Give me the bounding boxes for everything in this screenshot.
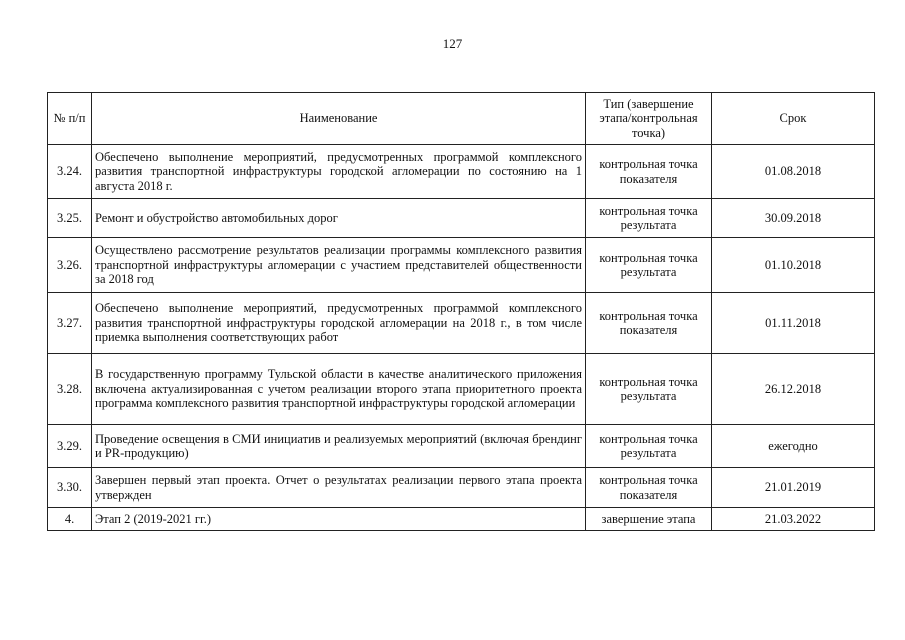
table-row (48, 293, 875, 354)
row-deadline: ежегодно (712, 425, 875, 468)
row-deadline: 26.12.2018 (712, 354, 875, 425)
row-type: контрольная точка результата (586, 354, 712, 425)
row-type: завершение этапа (586, 508, 712, 531)
page-number: 127 (442, 36, 463, 51)
table-row (48, 354, 875, 425)
row-deadline: 01.11.2018 (712, 293, 875, 354)
row-number: 3.25. (48, 199, 92, 238)
row-name: Ремонт и обустройство автомобильных дорог (92, 199, 586, 238)
header-deadline: Срок (712, 93, 875, 145)
row-number: 4. (48, 508, 92, 531)
row-name: Проведение освещения в СМИ инициатив и реализуемых мероприятий (включая брендинг и PR-продукцию) (92, 425, 586, 468)
row-number: 3.30. (48, 468, 92, 508)
row-name: Этап 2 (2019-2021 гг.) (92, 508, 586, 531)
row-deadline: 01.10.2018 (712, 238, 875, 293)
row-type: контрольная точка результата (586, 238, 712, 293)
row-number: 3.27. (48, 293, 92, 354)
table-row (48, 145, 875, 199)
row-name: Обеспечено выполнение мероприятий, предусмотренных программой комплексного развития транспортной инфраструктуры городской агломерации по состоянию на 1 августа 2018 г. (92, 145, 586, 199)
row-deadline: 21.01.2019 (712, 468, 875, 508)
row-deadline: 30.09.2018 (712, 199, 875, 238)
row-name: Обеспечено выполнение мероприятий, предусмотренных программой комплексного развития транспортной инфраструктуры городской агломерации на 2018 г., в том числе приемка выполнения соответствующих работ (92, 293, 586, 354)
row-type: контрольная точка результата (586, 199, 712, 238)
row-name: В государственную программу Тульской области в качестве аналитического приложения включена актуализированная с учетом реализации второго этапа приоритетного проекта программа комплексного развития транспортной инфраструктуры городской агломерации (92, 354, 586, 425)
table-row (48, 508, 875, 531)
row-type: контрольная точка результата (586, 425, 712, 468)
table-header-row (48, 93, 875, 145)
row-type: контрольная точка показателя (586, 145, 712, 199)
header-name: Наименование (92, 93, 586, 145)
table-row (48, 199, 875, 238)
row-number: 3.26. (48, 238, 92, 293)
row-name: Осуществлено рассмотрение результатов реализации программы комплексного развития транспортной инфраструктуры агломерации с участием представителей общественности за 2018 год (92, 238, 586, 293)
row-number: 3.29. (48, 425, 92, 468)
row-type: контрольная точка показателя (586, 293, 712, 354)
row-deadline: 01.08.2018 (712, 145, 875, 199)
row-name: Завершен первый этап проекта. Отчет о результатах реализации первого этапа проекта утвержден (92, 468, 586, 508)
table-row (48, 425, 875, 468)
table-row (48, 238, 875, 293)
header-number: № п/п (48, 93, 92, 145)
row-deadline: 21.03.2022 (712, 508, 875, 531)
row-number: 3.24. (48, 145, 92, 199)
header-type: Тип (завершение этапа/контрольная точка) (586, 93, 712, 145)
row-number: 3.28. (48, 354, 92, 425)
row-type: контрольная точка показателя (586, 468, 712, 508)
project-plan-table (47, 92, 875, 531)
table-row (48, 468, 875, 508)
